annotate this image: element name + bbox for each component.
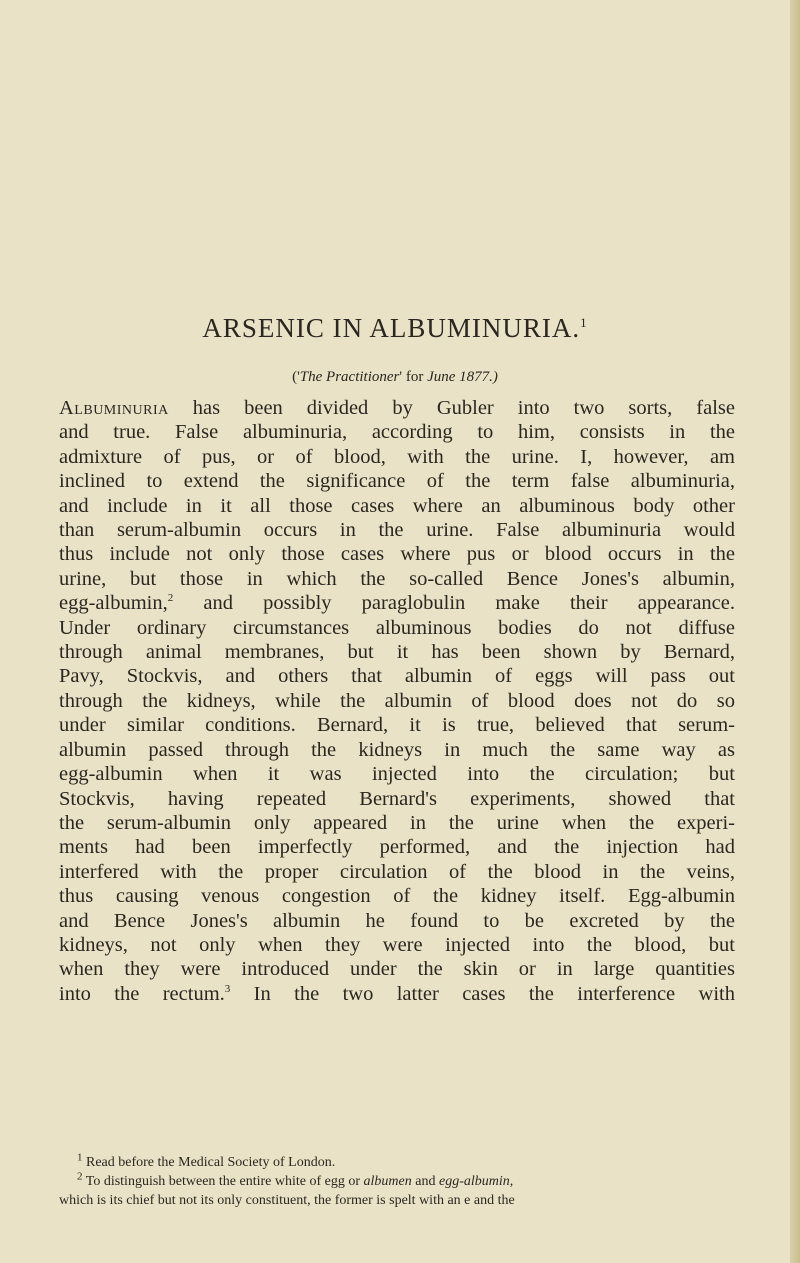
- text-line: thus causing venous congestion of the kidney itself. Egg-albumin: [59, 885, 735, 908]
- text-line: ments had been imperfectly performed, and the injection had: [59, 836, 735, 859]
- text-line: interfered with the proper circulation of the blood in the veins,: [59, 860, 735, 883]
- source-journal: The Practitioner: [299, 369, 400, 385]
- article-title: [0, 313, 790, 344]
- footnote-ref-3: 3: [224, 982, 231, 995]
- footnote-2-continued: which is its chief but not its only constituent, the former is spelt with an e and the: [59, 1193, 515, 1208]
- source-citation: [0, 369, 790, 386]
- text-line: inclined to extend the significance of the term false albuminuria,: [59, 470, 735, 493]
- text-line: albumin passed through the kidneys in much the same way as: [59, 738, 735, 761]
- footnote-2-d: egg-albumin,: [438, 1174, 514, 1189]
- text-line: [59, 591, 735, 615]
- text-line: Under ordinary circumstances albuminous bodies do not diffuse: [59, 616, 735, 639]
- footnotes: [59, 1153, 735, 1210]
- title-footnote-ref: 1: [580, 315, 588, 330]
- text-line: the serum-albumin only appeared in the urine when the experi-: [59, 811, 735, 834]
- line-1: has been divided by Gubler into two sorts, false: [168, 397, 735, 419]
- text-line: through animal membranes, but it has been shown by Bernard,: [59, 641, 735, 664]
- text-line: Stockvis, having repeated Bernard's experiments, showed that: [59, 787, 735, 810]
- footnote-2-a: To distinguish between the entire white of egg or: [85, 1174, 364, 1189]
- source-middle: ' for: [399, 369, 428, 385]
- source-date: June 1877.): [427, 369, 498, 385]
- text-line: admixture of pus, or of blood, with the urine. I, however, am: [59, 445, 735, 468]
- footnote-2: [59, 1172, 735, 1191]
- footnote-2-c: and: [411, 1174, 439, 1189]
- body-paragraph: [59, 396, 735, 1006]
- footnote-2-b: albumen: [363, 1174, 412, 1189]
- line-26b: In the two latter cases the interference with: [230, 982, 735, 1005]
- text-line: Pavy, Stockvis, and others that albumin of eggs will pass out: [59, 665, 735, 688]
- text-line: [59, 396, 735, 420]
- source-open: (': [292, 369, 300, 385]
- footnote-1-text: Read before the Medical Society of London.: [86, 1155, 336, 1170]
- text-line: urine, but those in which the so-called Bence Jones's albumin,: [59, 567, 735, 590]
- title-text: ARSENIC IN ALBUMINURIA.: [202, 313, 581, 343]
- text-line: and Bence Jones's albumin he found to be excreted by the: [59, 909, 735, 932]
- line-9b: and possibly paraglobulin make their appearance.: [173, 592, 735, 615]
- text-line: and include in it all those cases where an albuminous body other: [59, 494, 735, 517]
- page-edge: [790, 0, 800, 1263]
- text-line: under similar conditions. Bernard, it is true, believed that serum-: [59, 714, 735, 737]
- footnote-1-mark: 1: [77, 1151, 83, 1164]
- footnote-1: [59, 1153, 735, 1172]
- footnote-ref-2: 2: [167, 592, 174, 605]
- text-line: through the kidneys, while the albumin of blood does not do so: [59, 689, 735, 712]
- footnote-2-mark: 2: [77, 1170, 83, 1183]
- text-line: and true. False albuminuria, according to him, consists in the: [59, 421, 735, 444]
- text-line: kidneys, not only when they were injected into the blood, but: [59, 933, 735, 956]
- line-9a: egg-albumin,: [59, 592, 168, 615]
- text-line: [59, 982, 735, 1006]
- text-line: thus include not only those cases where pus or blood occurs in the: [59, 543, 735, 566]
- line-26a: into the rectum.: [59, 982, 225, 1005]
- text-line: than serum-albumin occurs in the urine. False albuminuria would: [59, 519, 735, 542]
- text-line: when they were introduced under the skin or in large quantities: [59, 958, 735, 981]
- text-line: egg-albumin when it was injected into the circulation; but: [59, 763, 735, 786]
- lead-word: Albuminuria: [59, 397, 169, 419]
